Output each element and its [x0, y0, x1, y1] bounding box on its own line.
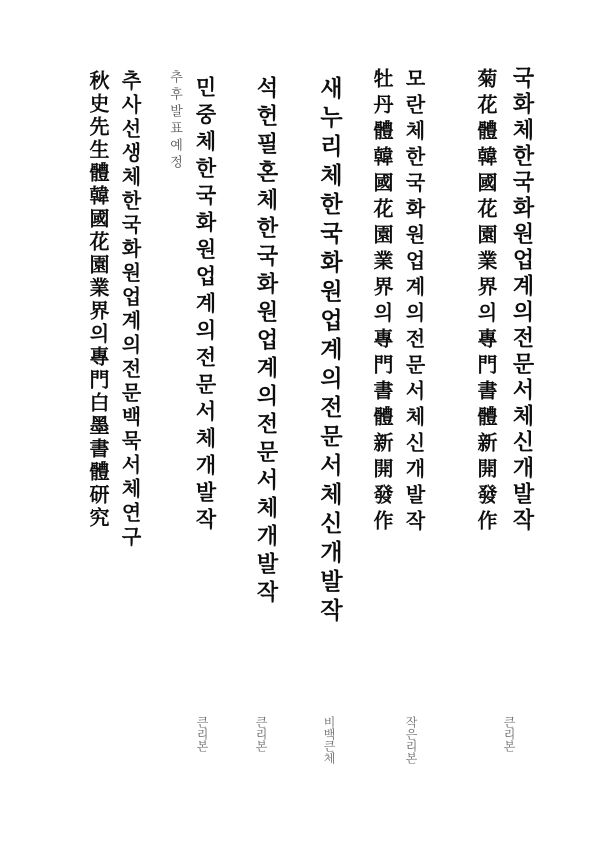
specimen-column-saenuri: 새누리체한국화원업계의전문서체신개발작	[316, 76, 343, 627]
specimen-column-chusa-hanja: 秋史先生體韓國花園業界의專門白墨書體研究	[86, 70, 110, 530]
upcoming-release-note: 추후발표예정	[167, 70, 182, 172]
specimen-column-gukhwa-hangul: 국화체한국화원업계의전문서체신개발작	[509, 66, 535, 534]
specimen-column-gukhwa-hanja: 菊花體韓國花園業界의專門書體新開發作	[474, 68, 498, 536]
specimen-column-chusa-hangul: 추사선생체한국화원업계의전문백묵서체연구	[118, 70, 142, 550]
usage-label-col1: 큰리본	[502, 716, 516, 752]
specimen-column-seokheon: 석헌필혼체한국화원업계의전문서체개발작	[253, 76, 279, 608]
usage-label-col5: 큰리본	[195, 716, 209, 752]
usage-label-col4: 큰리본	[254, 716, 268, 752]
specimen-column-moran-hangul: 모란체한국화원업계의전문서체신개발작	[402, 68, 426, 536]
specimen-column-moran-hanja: 牡丹體韓國花園業界의專門書體新開發作	[370, 68, 394, 536]
specimen-column-minjung: 민중체한국화원업계의전문서체개발작	[193, 76, 218, 535]
usage-label-col3: 비백큰체	[322, 716, 336, 764]
usage-label-col2: 작은리본	[404, 716, 418, 764]
